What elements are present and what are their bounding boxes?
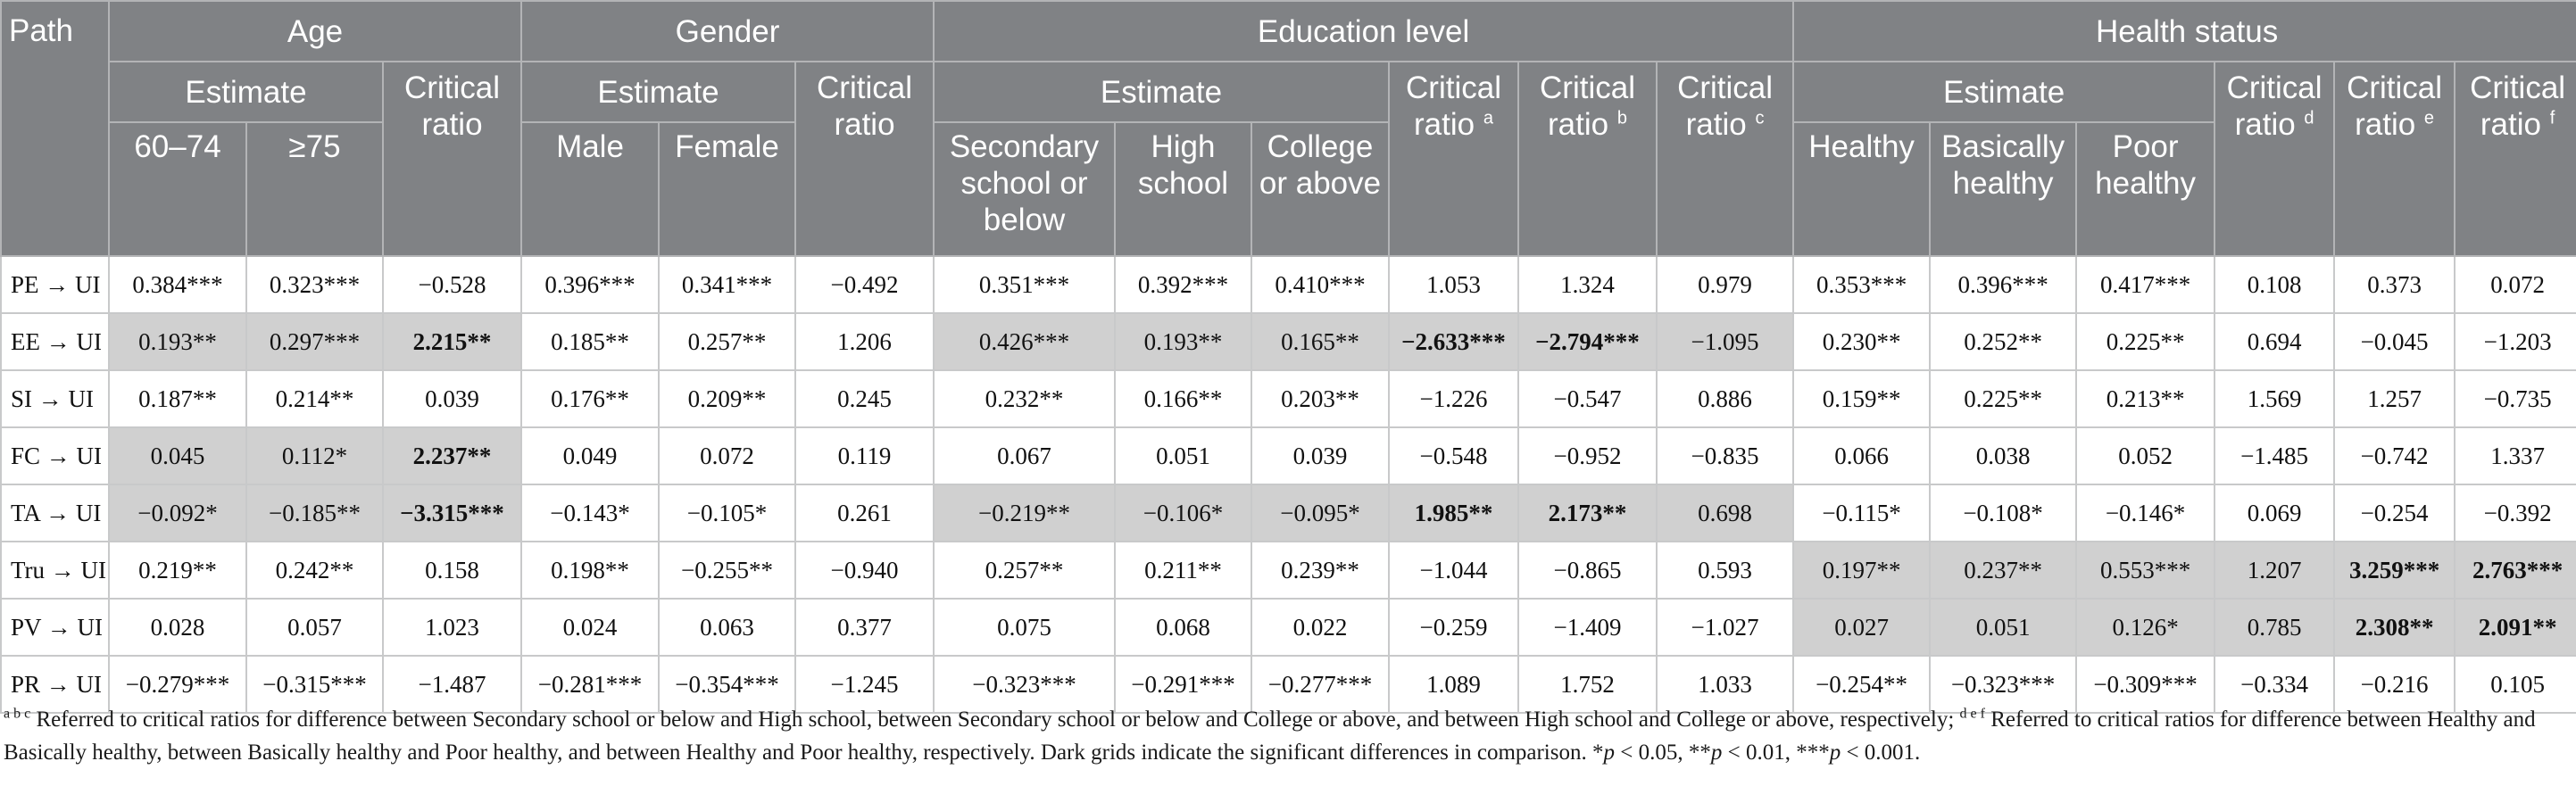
value-cell: 0.323*** [246,256,383,313]
value-cell: 0.057 [246,599,383,656]
age-critical-ratio-header: Critical ratio [383,62,521,256]
college-header: College or above [1251,122,1389,256]
value-cell: 0.225** [2076,313,2215,370]
gender-estimate-header: Estimate [521,62,795,122]
value-cell: 0.126* [2076,599,2215,656]
footnote-text-1: Referred to critical ratios for difference between Secondary school or below and High school, between Secondary school or below and College or above, and between High school and College or above, respectively; [30,707,1960,732]
value-cell: 0.257** [934,542,1115,599]
value-cell: 0.417*** [2076,256,2215,313]
value-cell: 1.023 [383,599,521,656]
value-cell: 0.112* [246,427,383,484]
value-cell: 0.785 [2215,599,2334,656]
value-cell: 0.197** [1793,542,1930,599]
value-cell: 1.089 [1389,656,1518,713]
table-row [1,370,2576,427]
value-cell: −0.108* [1930,484,2076,542]
value-cell: −0.115* [1793,484,1930,542]
critical-ratio-b-header: Critical ratio $^b$ [1518,62,1657,256]
value-cell: 0.426*** [934,313,1115,370]
value-cell: 0.165** [1251,313,1389,370]
value-cell: −0.279*** [109,656,246,713]
value-cell: 0.072 [659,427,795,484]
table-row [1,484,2576,542]
value-cell: 0.351*** [934,256,1115,313]
value-cell: 0.024 [521,599,659,656]
value-cell: 0.353*** [1793,256,1930,313]
critical-ratio-d-header: Critical ratio $^d$ [2215,62,2334,256]
value-cell: 0.979 [1657,256,1793,313]
value-cell: 0.593 [1657,542,1793,599]
value-cell: 0.052 [2076,427,2215,484]
table-body [1,256,2576,713]
education-group-header: Education level [934,1,1793,62]
value-cell: 0.176** [521,370,659,427]
value-cell: −0.259 [1389,599,1518,656]
male-header: Male [521,122,659,256]
value-cell: 0.261 [795,484,934,542]
value-cell: 0.119 [795,427,934,484]
path-header: Path [1,1,109,256]
value-cell: 0.027 [1793,599,1930,656]
value-cell: 0.068 [1115,599,1251,656]
value-cell: 0.211** [1115,542,1251,599]
footnote-p: p [1710,740,1723,765]
footnote-text-2: Referred to critical ratios for difference between Healthy and Basically healthy, between Basically healthy and Poor healthy, and between Healthy and Poor healthy, respectively. Dark grids indicate the significant differences in comparison. * [4,707,2536,765]
value-cell: −0.185** [246,484,383,542]
value-cell: −0.528 [383,256,521,313]
footnote-sup-def: d e f [1959,706,1985,722]
value-cell: 1.569 [2215,370,2334,427]
value-cell: 0.257** [659,313,795,370]
value-cell: 0.213** [2076,370,2215,427]
value-cell: 0.066 [1793,427,1930,484]
value-cell: 1.207 [2215,542,2334,599]
path-cell: FC → UI [1,427,109,484]
value-cell: −0.309*** [2076,656,2215,713]
footnote-p: p [1603,740,1615,765]
value-cell: 0.410*** [1251,256,1389,313]
age-75-plus-header: ≥75 [246,122,383,256]
value-cell: 0.193** [1115,313,1251,370]
value-cell: 3.259*** [2334,542,2455,599]
value-cell: −0.105* [659,484,795,542]
path-cell: TA → UI [1,484,109,542]
education-estimate-header: Estimate [934,62,1389,122]
value-cell: 0.341*** [659,256,795,313]
value-cell: 0.069 [2215,484,2334,542]
value-cell: −0.735 [2455,370,2576,427]
value-cell: 0.553*** [2076,542,2215,599]
value-cell: −0.547 [1518,370,1657,427]
value-cell: 0.166** [1115,370,1251,427]
value-cell: 0.039 [1251,427,1389,484]
value-cell: −0.392 [2455,484,2576,542]
value-cell: 0.158 [383,542,521,599]
value-cell: −1.245 [795,656,934,713]
value-cell: 1.337 [2455,427,2576,484]
path-cell: PV → UI [1,599,109,656]
value-cell: 2.215** [383,313,521,370]
health-group-header: Health status [1793,1,2576,62]
female-header: Female [659,122,795,256]
table-row [1,599,2576,656]
table-row [1,427,2576,484]
value-cell: −0.291*** [1115,656,1251,713]
high-school-header: High school [1115,122,1251,256]
value-cell: −1.044 [1389,542,1518,599]
value-cell: 2.237** [383,427,521,484]
value-cell: −0.277*** [1251,656,1389,713]
value-cell: 0.239** [1251,542,1389,599]
health-estimate-header: Estimate [1793,62,2215,122]
value-cell: 0.219** [109,542,246,599]
value-cell: 0.203** [1251,370,1389,427]
gender-group-header: Gender [521,1,934,62]
value-cell: −1.203 [2455,313,2576,370]
value-cell: −0.255** [659,542,795,599]
value-cell: 0.028 [109,599,246,656]
footnote-sig-2: < 0.01, *** [1722,740,1830,765]
table-header [1,1,2576,256]
value-cell: −0.323*** [1930,656,2076,713]
value-cell: 0.067 [934,427,1115,484]
value-cell: −0.095* [1251,484,1389,542]
critical-ratio-c-header: Critical ratio $^c$ [1657,62,1793,256]
gender-critical-ratio-header: Critical ratio [795,62,934,256]
value-cell: 0.297*** [246,313,383,370]
value-cell: 2.173** [1518,484,1657,542]
value-cell: 0.051 [1930,599,2076,656]
value-cell: 2.763*** [2455,542,2576,599]
value-cell: −1.409 [1518,599,1657,656]
value-cell: 0.242** [246,542,383,599]
value-cell: 0.694 [2215,313,2334,370]
value-cell: 0.392*** [1115,256,1251,313]
path-cell: PR → UI [1,656,109,713]
age-estimate-header: Estimate [109,62,383,122]
value-cell: −0.106* [1115,484,1251,542]
critical-ratio-a-header: Critical ratio $^a$ [1389,62,1518,256]
value-cell: −0.742 [2334,427,2455,484]
value-cell: 1.324 [1518,256,1657,313]
value-cell: 0.159** [1793,370,1930,427]
table-footnote [4,703,2565,769]
value-cell: 2.091** [2455,599,2576,656]
value-cell: 2.308** [2334,599,2455,656]
value-cell: −0.315*** [246,656,383,713]
value-cell: 0.108 [2215,256,2334,313]
value-cell: 1.257 [2334,370,2455,427]
value-cell: 0.075 [934,599,1115,656]
value-cell: −0.045 [2334,313,2455,370]
footnote-sig-1: < 0.05, ** [1614,740,1711,765]
value-cell: −1.485 [2215,427,2334,484]
value-cell: 0.232** [934,370,1115,427]
poor-healthy-header: Poor healthy [2076,122,2215,256]
value-cell: −0.940 [795,542,934,599]
healthy-header: Healthy [1793,122,1930,256]
path-cell: PE → UI [1,256,109,313]
footnote-p: p [1829,740,1841,765]
value-cell: −0.219** [934,484,1115,542]
secondary-school-header: Secondary school or below [934,122,1115,256]
value-cell: 0.051 [1115,427,1251,484]
value-cell: 0.377 [795,599,934,656]
value-cell: 0.214** [246,370,383,427]
age-60-74-header: 60–74 [109,122,246,256]
value-cell: 0.373 [2334,256,2455,313]
path-cell: SI → UI [1,370,109,427]
path-cell: Tru → UI [1,542,109,599]
value-cell: 0.245 [795,370,934,427]
value-cell: 0.252** [1930,313,2076,370]
value-cell: 0.396*** [521,256,659,313]
value-cell: 0.209** [659,370,795,427]
value-cell: −0.281*** [521,656,659,713]
footnote-sup-abc: a b c [4,706,31,722]
value-cell: 0.225** [1930,370,2076,427]
critical-ratio-f-header: Critical ratio $^f$ [2455,62,2576,256]
age-group-header: Age [109,1,521,62]
value-cell: −0.323*** [934,656,1115,713]
value-cell: 0.193** [109,313,246,370]
value-cell: 0.049 [521,427,659,484]
table-row [1,542,2576,599]
value-cell: −1.095 [1657,313,1793,370]
value-cell: 0.022 [1251,599,1389,656]
value-cell: −1.487 [383,656,521,713]
table-row [1,313,2576,370]
value-cell: 1.206 [795,313,934,370]
value-cell: −0.254** [1793,656,1930,713]
value-cell: −0.354*** [659,656,795,713]
value-cell: 0.063 [659,599,795,656]
value-cell: 0.230** [1793,313,1930,370]
value-cell: −0.865 [1518,542,1657,599]
value-cell: −0.492 [795,256,934,313]
value-cell: −0.092* [109,484,246,542]
value-cell: 1.752 [1518,656,1657,713]
value-cell: −1.226 [1389,370,1518,427]
value-cell: −2.794*** [1518,313,1657,370]
value-cell: −0.952 [1518,427,1657,484]
value-cell: 0.038 [1930,427,2076,484]
value-cell: 1.985** [1389,484,1518,542]
value-cell: −2.633*** [1389,313,1518,370]
value-cell: 0.384*** [109,256,246,313]
value-cell: 1.053 [1389,256,1518,313]
value-cell: −0.835 [1657,427,1793,484]
value-cell: 0.698 [1657,484,1793,542]
footnote-sig-3: < 0.001. [1841,740,1921,765]
table-row [1,256,2576,313]
value-cell: 0.187** [109,370,246,427]
basically-healthy-header: Basically healthy [1930,122,2076,256]
value-cell: 0.105 [2455,656,2576,713]
value-cell: −1.027 [1657,599,1793,656]
value-cell: −0.216 [2334,656,2455,713]
path-cell: EE → UI [1,313,109,370]
value-cell: 0.072 [2455,256,2576,313]
value-cell: 0.039 [383,370,521,427]
value-cell: −0.254 [2334,484,2455,542]
value-cell: 1.033 [1657,656,1793,713]
value-cell: 0.198** [521,542,659,599]
value-cell: 0.045 [109,427,246,484]
value-cell: −0.548 [1389,427,1518,484]
value-cell: 0.886 [1657,370,1793,427]
value-cell: 0.396*** [1930,256,2076,313]
value-cell: −0.146* [2076,484,2215,542]
value-cell: −0.334 [2215,656,2334,713]
value-cell: 0.185** [521,313,659,370]
value-cell: −0.143* [521,484,659,542]
value-cell: 0.237** [1930,542,2076,599]
value-cell: −3.315*** [383,484,521,542]
critical-ratio-e-header: Critical ratio $^e$ [2334,62,2455,256]
